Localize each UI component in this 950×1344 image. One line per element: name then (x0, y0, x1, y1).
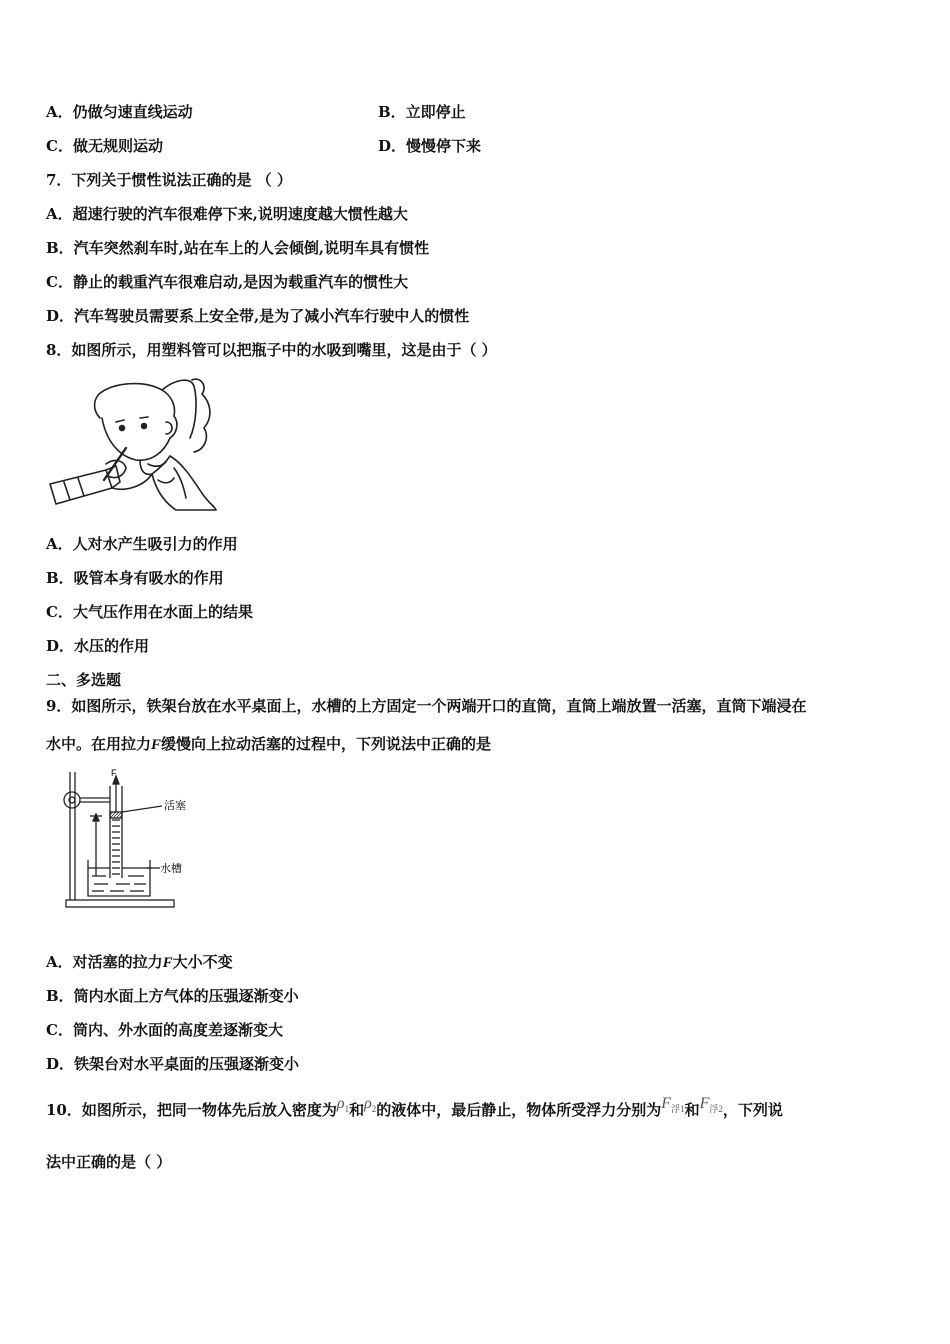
section-multiple-choice-heading: 二、多选题 (46, 671, 122, 689)
q7-option-c: C．静止的载重汽车很难启动,是因为载重汽车的惯性大 (46, 273, 409, 291)
q9-option-c: C．筒内、外水面的高度差逐渐变大 (46, 1021, 283, 1039)
q9-stem-line1: 9．如图所示，铁架台放在水平桌面上，水槽的上方固定一个两端开口的直筒，直筒上端放置一活塞，直筒下端浸在 (46, 697, 807, 715)
q9-option-a-force-symbol: F (162, 955, 173, 971)
q8-option-c: C．大气压作用在水面上的结果 (46, 603, 253, 621)
iron-stand-tube-figure (50, 764, 200, 912)
figure-label-piston: 活塞 (164, 799, 186, 812)
q10-stem-line1 (46, 1095, 783, 1126)
figure-label-trough: 水槽 (160, 862, 182, 875)
q10-stem-text-b: 的液体中，最后静止，物体所受浮力分别为 (376, 1101, 662, 1119)
q7-stem: 7．下列关于惯性说法正确的是 （ ） (46, 171, 292, 189)
q7-option-b: B．汽车突然刹车时,站在车上的人会倾倒,说明车具有惯性 (46, 239, 430, 257)
q6-option-a: A．仍做匀速直线运动 (46, 103, 193, 121)
buoyancy1-symbol (661, 1095, 685, 1115)
q9-stem-text-b: 缓慢向上拉动活塞的过程中，下列说法中正确的是 (161, 735, 492, 753)
q10-stem-text-c: ，下列说 (722, 1101, 783, 1119)
rho1-symbol (336, 1095, 350, 1115)
buoyancy2-subscript: 浮2 (709, 1104, 723, 1115)
q10-and-1: 和 (349, 1101, 365, 1119)
rho2-letter: ρ (364, 1095, 372, 1112)
figure-label-force: F (111, 768, 117, 778)
q8-option-b: B．吸管本身有吸水的作用 (46, 569, 224, 587)
q6-option-c: C．做无规则运动 (46, 137, 163, 155)
q9-option-a-text-b: 大小不变 (172, 953, 233, 971)
q9-option-a (46, 952, 233, 973)
q9-option-a-text-a: A．对活塞的拉力 (46, 953, 163, 971)
q10-stem-text-a: 10．如图所示，把同一物体先后放入密度为 (46, 1101, 337, 1119)
girl-drinking-straw-figure (44, 372, 219, 517)
rho1-subscript: 1 (344, 1104, 350, 1115)
q9-option-b: B．筒内水面上方气体的压强逐渐变小 (46, 987, 299, 1005)
q6-option-d: D．慢慢停下来 (378, 137, 482, 155)
q9-stem-text-a: 水中。在用拉力 (46, 735, 152, 753)
q9-option-d: D．铁架台对水平桌面的压强逐渐变小 (46, 1055, 300, 1073)
q6-option-b: B．立即停止 (378, 103, 466, 121)
q10-stem-line2: 法中正确的是（ ） (46, 1153, 172, 1171)
q10-and-2: 和 (684, 1101, 700, 1119)
q7-option-d: D．汽车驾驶员需要系上安全带,是为了减小汽车行驶中人的惯性 (46, 307, 470, 325)
q9-force-symbol: F (151, 737, 162, 753)
rho2-subscript: 2 (371, 1104, 377, 1115)
rho1-letter: ρ (336, 1095, 345, 1112)
q7-option-a: A．超速行驶的汽车很难停下来,说明速度越大惯性越大 (46, 205, 408, 223)
q9-stem-line2 (46, 734, 491, 755)
buoyancy1-subscript: 浮1 (671, 1104, 685, 1115)
buoyancy1-letter: F (661, 1095, 672, 1112)
buoyancy2-symbol (699, 1095, 723, 1115)
q8-option-a: A．人对水产生吸引力的作用 (46, 535, 238, 553)
rho2-symbol (364, 1095, 377, 1115)
buoyancy2-letter: F (699, 1095, 710, 1112)
q8-stem: 8．如图所示，用塑料管可以把瓶子中的水吸到嘴里，这是由于（ ） (46, 341, 497, 359)
q8-option-d: D．水压的作用 (46, 637, 150, 655)
